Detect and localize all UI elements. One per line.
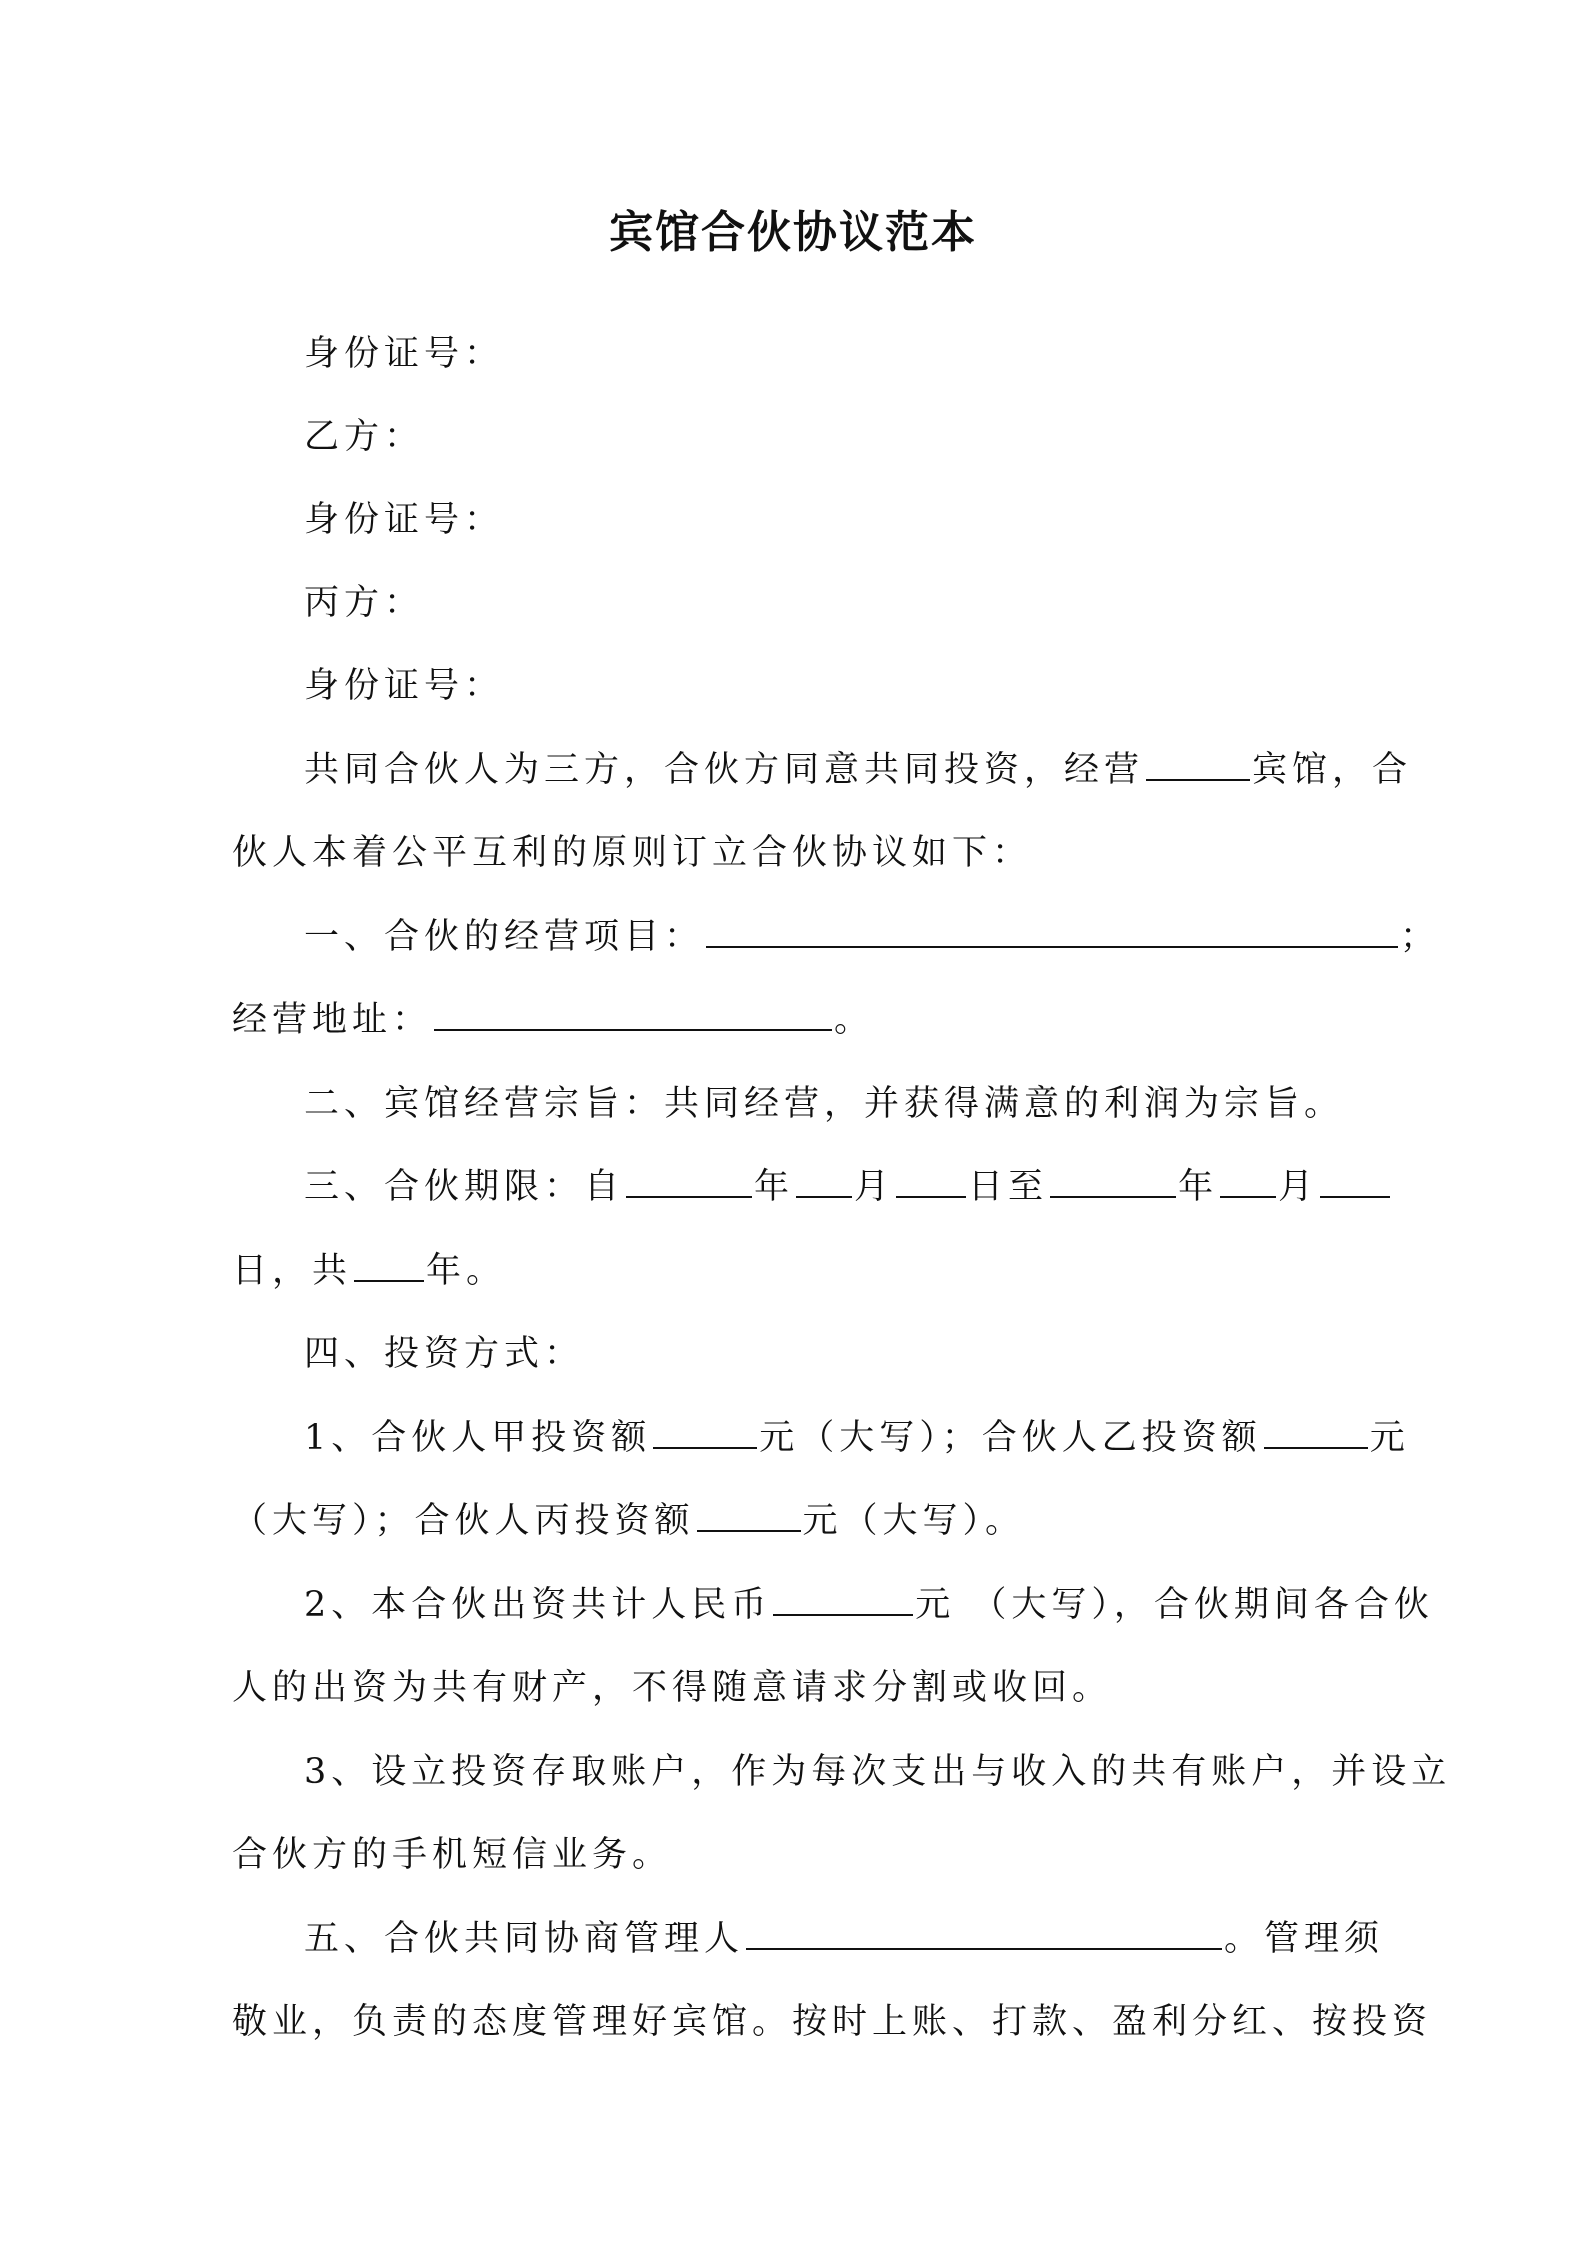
section-1-text-a: 一、合伙的经营项目： <box>304 917 705 957</box>
investment-c-blank <box>697 1498 801 1532</box>
section-4-item-1-line-2 <box>232 1494 1372 1548</box>
section-1-text-c: 经营地址： <box>232 1000 433 1040</box>
investment-b-blank <box>1264 1415 1368 1449</box>
id-number-a-label: 身份证号： <box>304 334 505 374</box>
document-title: 宾馆合伙协议范本 <box>609 207 977 258</box>
section-4-item-2-line-2: 人的出资为共有财产，不得随意请求分割或收回。 <box>232 1668 1113 1708</box>
item-1-text-a: 1、合伙人甲投资额 <box>304 1418 652 1458</box>
end-month-label: 月 <box>1278 1167 1319 1207</box>
party-c-label: 丙方： <box>304 583 425 623</box>
section-5-text-a: 五、合伙共同协商管理人 <box>304 1919 745 1959</box>
section-1-line-2 <box>232 993 1372 1047</box>
section-3-line-2 <box>232 1244 1372 1298</box>
end-day-blank <box>1320 1164 1390 1198</box>
section-4-item-3-line-1: 3、设立投资存取账户，作为每次支出与收入的共有账户，并设立 <box>304 1752 1452 1792</box>
id-number-c-label: 身份证号： <box>304 666 505 706</box>
start-month-blank <box>796 1164 852 1198</box>
manager-name-blank <box>746 1916 1222 1950</box>
item-2-text-b: 元 （大写），合伙期间各合伙 <box>915 1585 1434 1625</box>
id-number-b-label: 身份证号： <box>304 500 505 540</box>
section-5-text-b: 。管理须 <box>1224 1919 1385 1959</box>
end-year-label: 年 <box>1178 1167 1219 1207</box>
section-5-line-2: 敬业，负责的态度管理好宾馆。按时上账、打款、盈利分红、按投资 <box>232 2002 1433 2042</box>
end-year-blank <box>1050 1164 1176 1198</box>
section-4-title: 四、投资方式： <box>304 1334 585 1374</box>
start-year-label: 年 <box>754 1167 795 1207</box>
item-2-text-a: 2、本合伙出资共计人民币 <box>304 1585 772 1625</box>
investment-a-blank <box>653 1415 757 1449</box>
item-1-text-d: （大写）；合伙人丙投资额 <box>232 1501 695 1541</box>
section-2-line: 二、宾馆经营宗旨：共同经营，并获得满意的利润为宗旨。 <box>304 1084 1345 1124</box>
intro-text-b: 宾馆，合 <box>1252 750 1413 790</box>
start-day-blank <box>896 1164 966 1198</box>
business-project-blank <box>706 914 1398 948</box>
total-investment-blank <box>773 1582 913 1616</box>
start-month-label: 月 <box>854 1167 895 1207</box>
section-1-text-b: ； <box>1400 917 1441 957</box>
section-3-text-a: 三、合伙期限：自 <box>304 1167 625 1207</box>
start-year-blank <box>626 1164 752 1198</box>
intro-line-2: 伙人本着公平互利的原则订立合伙协议如下： <box>232 833 1033 873</box>
section-3-text-year-end: 年。 <box>426 1251 507 1291</box>
item-1-text-c: 元 <box>1369 1418 1410 1458</box>
section-3-line-1 <box>304 1160 1372 1214</box>
section-4-item-3-line-2: 合伙方的手机短信业务。 <box>232 1835 673 1875</box>
end-month-blank <box>1220 1164 1276 1198</box>
section-4-item-2-line-1 <box>304 1578 1434 1632</box>
section-3-text-day: 日，共 <box>232 1251 353 1291</box>
hotel-name-blank <box>1146 747 1250 781</box>
intro-line-1 <box>304 743 1413 797</box>
total-years-blank <box>354 1248 424 1282</box>
intro-text-a: 共同合伙人为三方，合伙方同意共同投资，经营 <box>304 750 1145 790</box>
business-address-blank <box>434 997 832 1031</box>
section-5-line-1 <box>304 1912 1385 1966</box>
section-1-line-1 <box>304 910 1441 964</box>
item-1-text-e: 元（大写）。 <box>802 1501 1026 1541</box>
item-1-text-b: 元（大写）；合伙人乙投资额 <box>759 1418 1262 1458</box>
start-day-label: 日至 <box>968 1167 1049 1207</box>
party-b-label: 乙方： <box>304 417 425 457</box>
section-1-text-d: 。 <box>834 1000 875 1040</box>
section-4-item-1-line-1 <box>304 1411 1410 1465</box>
